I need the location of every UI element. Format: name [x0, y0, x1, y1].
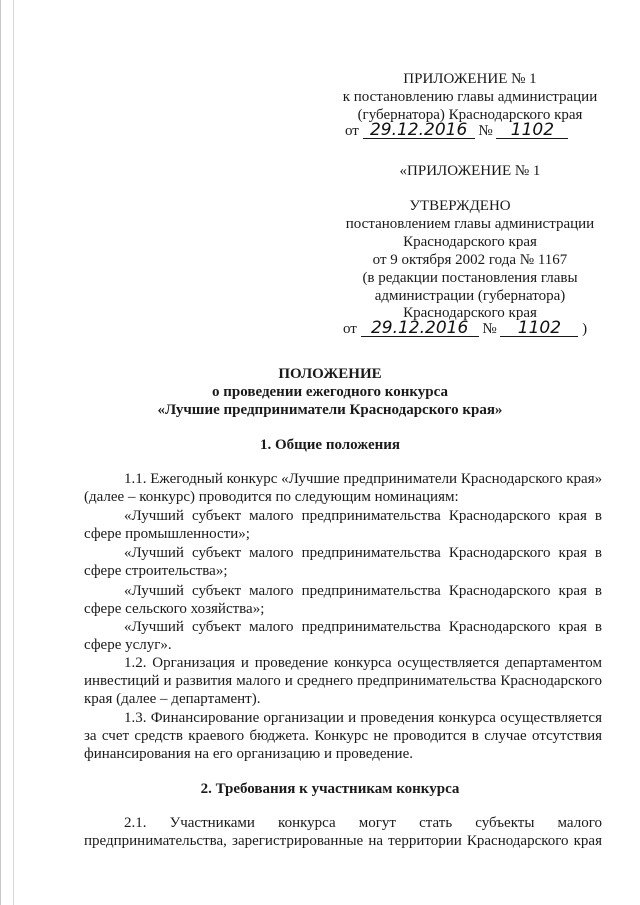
- approved-title: УТВЕРЖДЕНО: [409, 198, 511, 214]
- top-number-sign: №: [478, 123, 493, 139]
- approved-date-handwritten: 29.12.2016: [361, 320, 479, 337]
- s1-line: «Лучший субъект малого предпринимательства Краснодарского края в: [124, 583, 602, 599]
- approved-ot-label: от: [343, 321, 357, 337]
- approved-line3: от 9 октября 2002 года № 1167: [372, 252, 568, 268]
- approved-line6: Краснодарского края: [403, 305, 537, 321]
- approved-line1: постановлением главы администрации: [345, 216, 595, 232]
- section1-heading: 1. Общие положения: [259, 437, 401, 453]
- s1-line: (далее – конкурс) проводится по следующим номинациям:: [84, 489, 459, 505]
- top-annex-line2: (губернатора) Краснодарского края: [357, 107, 583, 123]
- top-date-handwritten: 29.12.2016: [363, 122, 475, 139]
- section2-heading: 2. Требования к участникам конкурса: [200, 781, 460, 797]
- s1-line: 1.2. Организация и проведение конкурса осуществляется департаментом: [124, 655, 602, 671]
- top-annex-date-line: [345, 122, 568, 140]
- s1-line: сфере услуг».: [84, 637, 172, 653]
- s1-line: края (далее – департамент).: [84, 691, 261, 707]
- approved-number-sign: №: [482, 321, 497, 337]
- approved-number-handwritten: 1102: [500, 320, 578, 337]
- approved-line5: администрации (губернатора): [374, 288, 566, 304]
- s1-line: «Лучший субъект малого предпринимательства Краснодарского края в: [124, 508, 602, 524]
- s1-line: «Лучший субъект малого предпринимательства Краснодарского края в: [124, 619, 602, 635]
- s1-line: сфере строительства»;: [84, 563, 228, 579]
- top-annex-title: ПРИЛОЖЕНИЕ № 1: [403, 71, 537, 87]
- doc-subtitle-1: о проведении ежегодного конкурса: [212, 384, 448, 400]
- s1-line: «Лучший субъект малого предпринимательства Краснодарского края в: [124, 545, 602, 561]
- approved-line4: (в редакции постановления главы: [362, 270, 578, 286]
- s1-line: сфере сельского хозяйства»;: [84, 601, 265, 617]
- doc-title: ПОЛОЖЕНИЕ: [278, 366, 382, 382]
- approved-close-paren: ): [582, 321, 588, 337]
- s1-line: 1.1. Ежегодный конкурс «Лучшие предприниматели Краснодарского края»: [124, 471, 603, 487]
- doc-subtitle-2: «Лучшие предприниматели Краснодарского края»: [157, 402, 503, 418]
- annex-title: «ПРИЛОЖЕНИЕ № 1: [399, 163, 541, 179]
- top-annex-line1: к постановлению главы администрации: [342, 89, 598, 105]
- s1-line: за счет средств краевого бюджета. Конкурс не проводится в случае отсутствия: [84, 728, 602, 744]
- s1-line: инвестиций и развития малого и среднего предпринимательства Краснодарского: [84, 673, 602, 689]
- s1-line: 1.3. Финансирование организации и проведения конкурса осуществляется: [124, 710, 602, 726]
- top-ot-label: от: [345, 123, 359, 139]
- approved-date-line: [343, 320, 587, 338]
- s2-line: 2.1. Участниками конкурса могут стать субъекты малого: [124, 815, 602, 831]
- approved-line2: Краснодарского края: [403, 234, 537, 250]
- s1-line: сфере промышленности»;: [84, 526, 250, 542]
- scan-edge: [0, 0, 19, 905]
- top-number-handwritten: 1102: [496, 122, 568, 139]
- s2-line: предпринимательства, зарегистрированные на территории Краснодарского края: [84, 833, 602, 849]
- s1-line: финансирования на его организацию и проведение.: [84, 746, 413, 762]
